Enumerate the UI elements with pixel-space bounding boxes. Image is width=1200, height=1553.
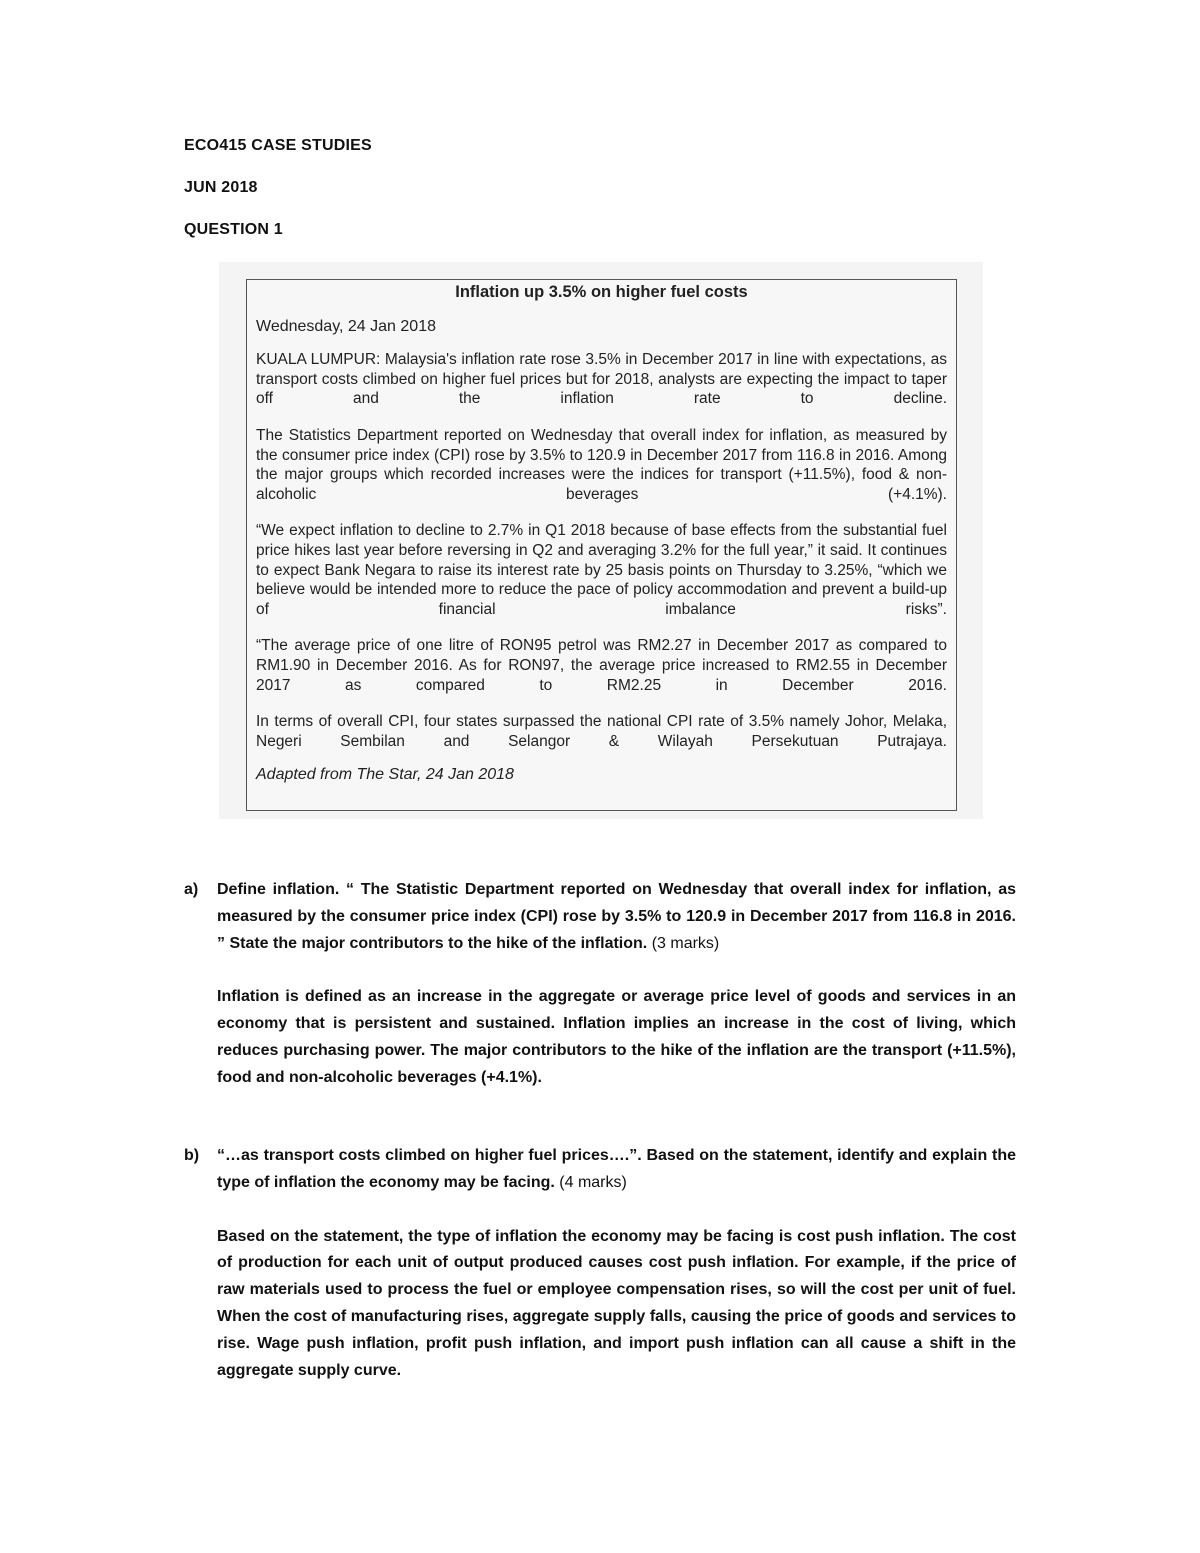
article-title: Inflation up 3.5% on higher fuel costs — [455, 283, 748, 301]
article-source: Adapted from The Star, 24 Jan 2018 — [256, 766, 514, 784]
question-marks: (3 marks) — [651, 934, 720, 952]
question-marks: (4 marks) — [559, 1173, 627, 1191]
article-paragraph: “We expect inflation to decline to 2.7% in Q1 2018 because of base effects from the substantial fuel price hikes last year before reversing in Q2 and averaging 3.2% for the full year,” it said. It continues to expect Bank Negara to raise its interest rate by 25 basis points on Thursday to 3.25%, “which we believe would be intended more to reduce the pace of policy accommodation and prevent a build-up of financial imbalance risks”. — [256, 522, 947, 618]
question-marker: b) — [184, 1147, 200, 1164]
course-title: ECO415 CASE STUDIES — [184, 137, 372, 154]
answer-text: Based on the statement, the type of inflation the economy may be facing is cost push inflation. The cost of production for each unit of output produced causes cost push inflation. For example, if the price of raw materials used to process the fuel or employee compensation rises, so will the cost per unit of fuel. When the cost of manufacturing rises, aggregate supply falls, causing the price of goods and services to rise. Wage push inflation, profit push inflation, and import push inflation can all cause a shift in the aggregate supply curve. — [217, 1227, 1016, 1379]
question-heading: QUESTION 1 — [184, 221, 283, 238]
article-paragraph: In terms of overall CPI, four states surpassed the national CPI rate of 3.5% namely Johor, Melaka, Negeri Sembilan and Selangor & Wilayah Persekutuan Putrajaya. — [256, 713, 947, 750]
question-marker: a) — [184, 881, 199, 898]
news-article — [246, 279, 957, 811]
question-prompt: Define inflation. “ The Statistic Department reported on Wednesday that overall index for inflation, as measured by the consumer price index (CPI) rose by 3.5% to 120.9 in December 2017 from 116.8 in 2016. ” State the major contributors to the hike of the inflation. — [217, 881, 1016, 952]
question-text — [217, 1143, 1016, 1197]
question-text — [217, 877, 1016, 957]
answer-text: Inflation is defined as an increase in the aggregate or average price level of goods and services in an economy that is persistent and sustained. Inflation implies an increase in the cost of living, which reduces purchasing power. The major contributors to the hike of the inflation are the transport (+11.5%), food and non-alcoholic beverages (+4.1%). — [217, 988, 1016, 1086]
article-paragraph: “The average price of one litre of RON95 petrol was RM2.27 in December 2017 as compared to RM1.90 in December 2016. As for RON97, the average price increased to RM2.55 in December 2017 as compared to RM2.25 in December 2016. — [256, 637, 947, 694]
article-date: Wednesday, 24 Jan 2018 — [256, 317, 436, 335]
question-a — [184, 877, 1016, 1092]
question-prompt: “…as transport costs climbed on higher fuel prices….”. Based on the statement, identify and explain the type of inflation the economy may be facing. — [217, 1147, 1016, 1191]
article-paragraph: The Statistics Department reported on Wednesday that overall index for inflation, as measured by the consumer price index (CPI) rose by 3.5% to 120.9 in December 2017 from 116.8 in 2016. Among the major groups which recorded increases were the indices for transport (+11.5%), food & non-alcoholic beverages (+4.1%). — [256, 426, 947, 503]
question-b — [184, 1143, 1016, 1384]
session-label: JUN 2018 — [184, 179, 258, 196]
article-paragraph: KUALA LUMPUR: Malaysia's inflation rate rose 3.5% in December 2017 in line with expectations, as transport costs climbed on higher fuel prices but for 2018, analysts are expecting the impact to taper off and the inflation rate to decline. — [256, 351, 947, 408]
